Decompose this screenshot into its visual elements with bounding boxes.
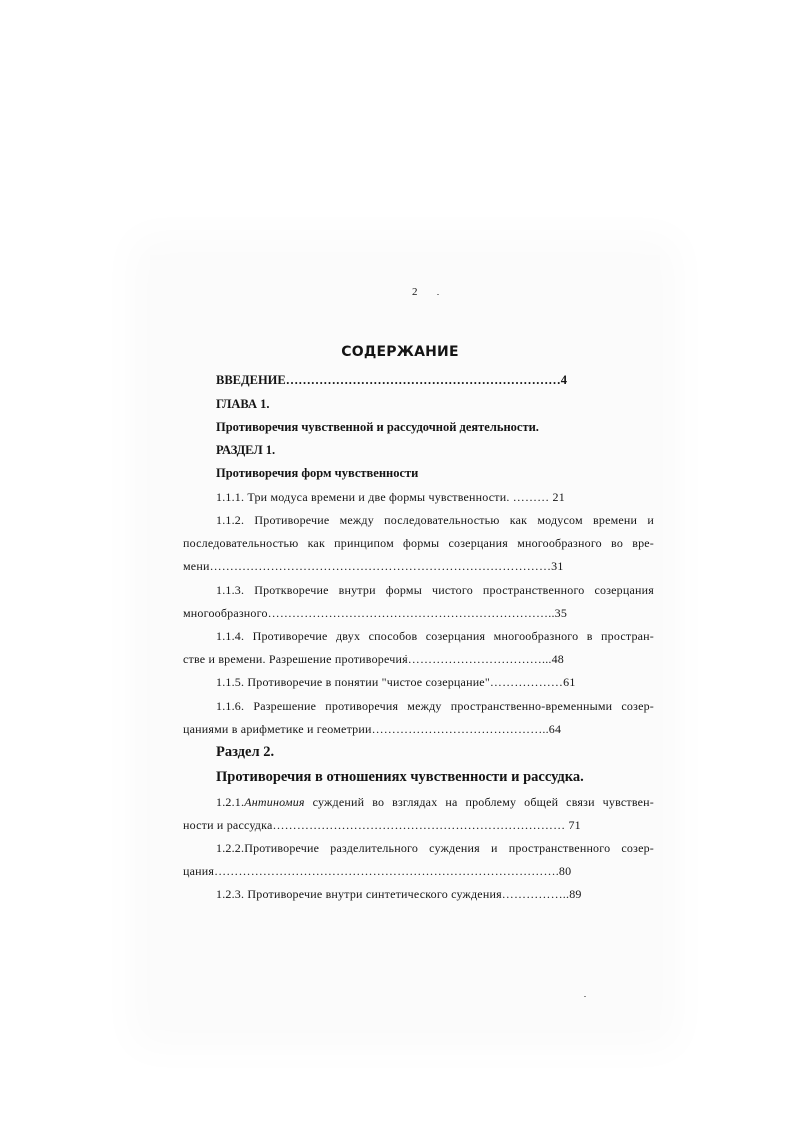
toc-section-2: Раздел 2. xyxy=(216,744,275,760)
toc-item-1-2-2-line1: 1.2.2.Противоречие разделительного суждения и пространственного созер- xyxy=(216,841,654,855)
toc-item-1-2-3: 1.2.3. Противоречие внутри синтетического суждения……………..89 xyxy=(216,887,582,901)
toc-section-1: РАЗДЕЛ 1. xyxy=(216,443,276,457)
toc-item-1-1-3-line1: 1.1.3. Проткворечие внутри формы чистого пространственного созерцания xyxy=(216,583,654,597)
toc-item-1-1-6-line1: 1.1.6. Разрешение противоречия между пространственно-временными созер- xyxy=(216,699,654,713)
page-number: 2 xyxy=(412,286,418,298)
toc-item-1-2-1-line2: ности и рассудка……………………………………………………………… 71 xyxy=(183,818,581,832)
toc-item-1-1-1: 1.1.1. Три модуса времени и две формы чувственности. ……… 21 xyxy=(216,490,565,504)
toc-item-1-1-6-line2: цаниями в арифметике и геометрии……………………………………..64 xyxy=(183,722,562,736)
toc-chapter-1: ГЛАВА 1. xyxy=(216,397,270,411)
toc-item-1-1-5: 1.1.5. Противоречие в понятии "чистое созерцание"………………61 xyxy=(216,675,576,689)
toc-item-1-1-3-line2: многообразного……………………………………………………………..35 xyxy=(183,606,568,620)
toc-item-1-2-1-number: 1.2.1. xyxy=(216,795,245,809)
scan-speck xyxy=(584,996,586,997)
toc-chapter-1-title: Противоречия чувственной и рассудочной деятельности. xyxy=(216,420,539,434)
toc-intro: ВВЕДЕНИЕ…………………………………………………………4 xyxy=(216,373,567,387)
toc-item-1-1-2-line3: мени…………………………………………………………………………31 xyxy=(183,559,564,573)
toc-item-1-1-2-line1: 1.1.2. Противоречие между последовательностью как модусом времени и xyxy=(216,513,654,527)
toc-item-1-1-2-line2: последовательностью как принципом формы созерцания многообразного во вре- xyxy=(183,536,654,550)
scan-speck xyxy=(437,294,439,295)
toc-title: СОДЕРЖАНИЕ xyxy=(341,344,459,360)
toc-section-2-title: Противоречия в отношениях чувственности и рассудка. xyxy=(216,769,584,785)
toc-item-1-2-1-line1 xyxy=(216,795,654,810)
toc-item-1-2-1-rest: суждений во взглядах на проблему общей связи чувствен- xyxy=(304,795,654,809)
toc-item-1-1-4-line1: 1.1.4. Противоречие двух способов созерцания многообразного в простран- xyxy=(216,629,654,643)
toc-item-1-1-4-line2: стве и времени. Разрешение противоречия……………………………...48 xyxy=(183,652,564,666)
toc-item-1-2-1-antinomy: Антиномия xyxy=(244,795,305,809)
toc-section-1-title: Противоречия форм чувственности xyxy=(216,466,419,480)
toc-item-1-2-2-line2: цания………………………………………………………………………….80 xyxy=(183,864,572,878)
